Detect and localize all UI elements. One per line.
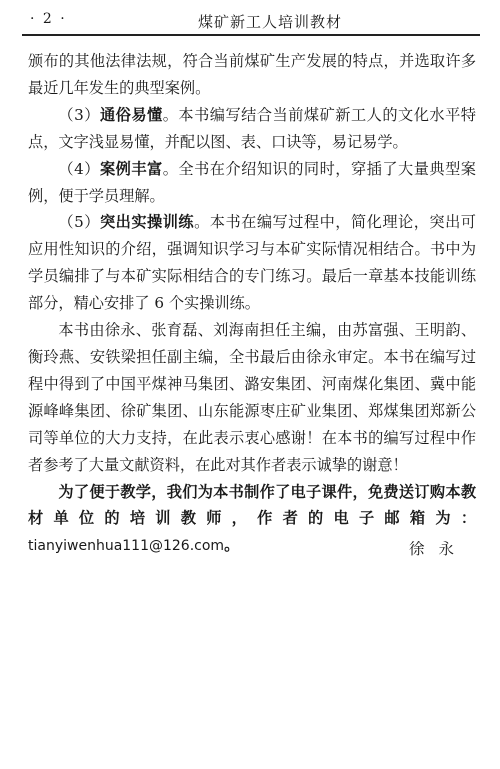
page-number: · 2 · — [30, 11, 67, 27]
feature-4-text: 。全书在介绍知识的同时，穿插了大量典型案例，便于学员理解。 — [28, 159, 476, 205]
courseware-text: 为了便于教学，我们为本书制作了电子课件，免费送订购本教材单位的培训教师，作者的电子邮箱为： — [28, 482, 476, 528]
page-header — [22, 6, 480, 36]
feature-5-text: 。本书在编写过程中，简化理论，突出可应用性知识的介绍，强调知识学习与本矿实际情况相结合。书中为学员编排了与本矿实际相结合的专门练习。最后一章基本技能训练部分，精心安排了 6 个实操训练。 — [28, 213, 476, 313]
feature-4-title: 案例丰富 — [99, 159, 163, 178]
feature-5-title: 突出实操训练 — [99, 213, 195, 232]
author-signature: 徐永 — [408, 540, 468, 558]
feature-3-text: 。本书编写结合当前煤矿新工人的文化水平特点，文字浅显易懂，并配以图、表、口诀等，易记易学。 — [28, 105, 476, 151]
feature-5-number: （5） — [58, 213, 100, 232]
feature-paragraph-5 — [28, 209, 476, 317]
courseware-end: 。 — [224, 536, 240, 555]
book-title: 煤矿新工人培训教材 — [198, 13, 343, 31]
feature-4-number: （4） — [58, 159, 100, 178]
acknowledgement-paragraph: 本书由徐永、张育磊、刘海南担任主编，由苏富强、王明韵、衡玲燕、安铁梁担任副主编，全书最后由徐永审定。本书在编写过程中得到了中国平煤神马集团、潞安集团、河南煤化集团、冀中能源峰峰集团、徐矿集团、山东能源枣庄矿业集团、郑煤集团郑新公司等单位的大力支持，在此表示衷心感谢！在本书的编写过程中作者参考了大量文献资料，在此对其作者表示诚挚的谢意！ — [28, 321, 476, 474]
author-email: tianyiwenhua111@126.com — [28, 538, 225, 555]
feature-paragraph-3 — [28, 102, 476, 156]
intro-paragraph: 颁布的其他法律法规，符合当前煤矿生产发展的特点，并选取许多最近几年发生的典型案例。 — [28, 52, 476, 97]
page-content — [28, 48, 476, 560]
feature-3-title: 通俗易懂 — [99, 105, 163, 124]
feature-paragraph-4 — [28, 156, 476, 210]
feature-3-number: （3） — [58, 105, 100, 124]
